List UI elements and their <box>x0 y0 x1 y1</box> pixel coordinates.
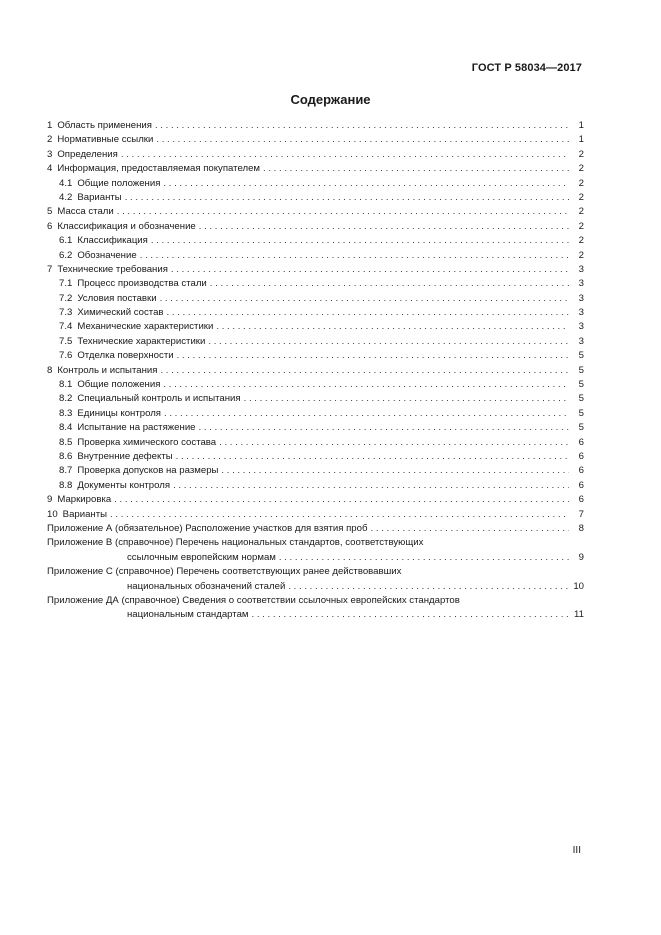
toc-entry-page: 3 <box>578 307 584 319</box>
toc-entry[interactable] <box>47 249 584 263</box>
appendix-entry[interactable] <box>47 536 584 550</box>
toc-entry-title: Общие положения <box>77 379 161 391</box>
dot-leader <box>288 580 569 594</box>
toc-entry-title: Документы контроля <box>77 479 171 491</box>
dot-leader <box>199 421 569 435</box>
dot-leader <box>279 551 569 565</box>
toc-entry[interactable] <box>47 493 584 507</box>
appendix-title-continued: национальным стандартам <box>127 609 249 621</box>
toc-entry-page: 5 <box>578 393 584 405</box>
toc-entry[interactable] <box>47 349 584 363</box>
toc-entry-number: 10 <box>47 508 58 520</box>
toc-entry-page: 2 <box>578 177 584 189</box>
dot-leader <box>167 306 569 320</box>
toc-entry[interactable] <box>47 220 584 234</box>
toc-entry-page: 5 <box>578 364 584 376</box>
toc-entry-number: 8.4 <box>59 422 73 434</box>
document-code: ГОСТ Р 58034—2017 <box>471 62 582 74</box>
toc-entry-page: 2 <box>578 191 584 203</box>
toc-entry[interactable] <box>47 292 584 306</box>
toc-entry-page: 3 <box>578 321 584 333</box>
toc-entry[interactable] <box>47 119 584 133</box>
dot-leader <box>156 133 569 147</box>
appendix-title: Приложение А (обязательное) Расположение участков для взятия проб <box>47 522 368 534</box>
toc-entry-title: Механические характеристики <box>77 321 214 333</box>
toc-entry-page: 1 <box>578 120 584 131</box>
toc-entry-number: 6.1 <box>59 235 73 247</box>
toc-entry[interactable] <box>47 177 584 191</box>
dot-leader <box>176 450 569 464</box>
toc-entry-page: 6 <box>578 494 584 506</box>
dot-leader <box>171 263 569 277</box>
toc-entry-number: 4 <box>47 163 53 175</box>
toc-entry-number: 5 <box>47 206 53 218</box>
appendix-page: 9 <box>578 551 584 563</box>
toc-entry-page: 5 <box>578 379 584 391</box>
appendix-entry-continuation <box>47 580 584 594</box>
toc-entry-number: 8.6 <box>59 450 73 462</box>
toc-entry-number: 8.1 <box>59 379 73 391</box>
appendix-entry-continuation <box>47 551 584 565</box>
table-of-contents <box>47 119 584 623</box>
toc-entry-title: Классификация <box>77 235 148 247</box>
toc-entry-page: 3 <box>578 263 584 275</box>
toc-entry-title: Процесс производства стали <box>77 278 207 290</box>
toc-entry[interactable] <box>47 335 584 349</box>
dot-leader <box>219 436 569 450</box>
toc-entry-number: 8.7 <box>59 465 73 477</box>
toc-entry-number: 6.2 <box>59 249 73 261</box>
toc-entry[interactable] <box>47 450 584 464</box>
toc-entry-title: Нормативные ссылки <box>57 134 154 146</box>
appendix-title-continued: ссылочным европейским нормам <box>127 551 276 563</box>
dot-leader <box>114 493 569 507</box>
toc-entry[interactable] <box>47 191 584 205</box>
dot-leader <box>121 148 569 162</box>
toc-entry-number: 7.2 <box>59 292 73 304</box>
toc-entry-title: Информация, предоставляемая покупателем <box>57 163 261 175</box>
appendix-entry[interactable] <box>47 522 584 536</box>
toc-entry-page: 5 <box>578 407 584 419</box>
toc-entry-page: 6 <box>578 479 584 491</box>
toc-entry-number: 1 <box>47 120 53 131</box>
toc-entry-page: 2 <box>578 206 584 218</box>
toc-entry-title: Отделка поверхности <box>77 350 174 362</box>
toc-entry-page: 5 <box>578 350 584 362</box>
appendix-entry[interactable] <box>47 594 584 608</box>
toc-entry[interactable] <box>47 277 584 291</box>
appendix-page: 10 <box>573 580 584 592</box>
dot-leader <box>151 234 569 248</box>
appendix-entry[interactable] <box>47 565 584 579</box>
toc-entry-number: 7 <box>47 263 53 275</box>
toc-entry-title: Химический состав <box>77 307 164 319</box>
dot-leader <box>125 191 569 205</box>
page-title: Содержание <box>290 92 371 107</box>
toc-entry-page: 7 <box>578 508 584 520</box>
toc-entry-page: 3 <box>578 278 584 290</box>
toc-entry-page: 1 <box>578 134 584 146</box>
toc-entry-number: 4.1 <box>59 177 73 189</box>
toc-entry-number: 8 <box>47 364 53 376</box>
toc-entry-page: 5 <box>578 422 584 434</box>
toc-entry-title: Область применения <box>57 120 152 131</box>
toc-entry[interactable] <box>47 421 584 435</box>
toc-entry[interactable] <box>47 162 584 176</box>
toc-entry-number: 8.3 <box>59 407 73 419</box>
toc-entry-title: Маркировка <box>57 494 112 506</box>
toc-entry[interactable] <box>47 320 584 334</box>
dot-leader <box>370 522 569 536</box>
toc-entry-title: Технические требования <box>57 263 168 275</box>
dot-leader <box>110 508 569 522</box>
toc-entry-title: Варианты <box>62 508 108 520</box>
toc-entry-page: 2 <box>578 220 584 232</box>
toc-entry-number: 4.2 <box>59 191 73 203</box>
toc-appendices <box>47 522 584 623</box>
toc-entry-title: Единицы контроля <box>77 407 161 419</box>
appendix-entry-continuation <box>47 608 584 622</box>
dot-leader <box>173 479 569 493</box>
toc-entry-number: 2 <box>47 134 53 146</box>
toc-entry-number: 7.1 <box>59 278 73 290</box>
toc-entry-page: 6 <box>578 436 584 448</box>
toc-entry-title: Масса стали <box>57 206 114 218</box>
appendix-title: Приложение ДА (справочное) Сведения о соответствии ссылочных европейских стандартов <box>47 594 460 606</box>
toc-entry[interactable] <box>47 263 584 277</box>
dot-leader <box>155 119 569 133</box>
toc-entry[interactable] <box>47 234 584 248</box>
toc-entry-number: 6 <box>47 220 53 232</box>
toc-entry-number: 7.5 <box>59 335 73 347</box>
toc-entry[interactable] <box>47 364 584 378</box>
appendix-title-continued: национальных обозначений сталей <box>127 580 286 592</box>
toc-entry-number: 8.8 <box>59 479 73 491</box>
toc-entry-page: 3 <box>578 292 584 304</box>
toc-entry-number: 8.2 <box>59 393 73 405</box>
toc-entry-title: Проверка химического состава <box>77 436 217 448</box>
toc-entry-number: 9 <box>47 494 53 506</box>
toc-entry-title: Варианты <box>77 191 122 203</box>
toc-entry[interactable] <box>47 436 584 450</box>
toc-entry-number: 8.5 <box>59 436 73 448</box>
toc-entry[interactable] <box>47 148 584 162</box>
toc-entry-page: 2 <box>578 249 584 261</box>
appendix-title: Приложение С (справочное) Перечень соответствующих ранее действовавших <box>47 566 402 578</box>
dot-leader <box>216 320 569 334</box>
toc-entry-number: 7.4 <box>59 321 73 333</box>
dot-leader <box>263 162 569 176</box>
dot-leader <box>117 205 569 219</box>
toc-entry-page: 2 <box>578 235 584 247</box>
toc-entry[interactable] <box>47 133 584 147</box>
toc-entry-number: 7.6 <box>59 350 73 362</box>
dot-leader <box>221 464 569 478</box>
dot-leader <box>160 364 569 378</box>
toc-entry-title: Обозначение <box>77 249 137 261</box>
dot-leader <box>199 220 569 234</box>
toc-entry-page: 3 <box>578 335 584 347</box>
dot-leader <box>163 378 569 392</box>
toc-entry[interactable] <box>47 392 584 406</box>
toc-entry[interactable] <box>47 508 584 522</box>
toc-entry-number: 3 <box>47 148 53 160</box>
toc-entry[interactable] <box>47 407 584 421</box>
toc-entry-title: Классификация и обозначение <box>57 220 196 232</box>
toc-entry-page: 6 <box>578 450 584 462</box>
dot-leader <box>208 335 569 349</box>
appendix-page: 8 <box>578 522 584 534</box>
toc-entry[interactable] <box>47 306 584 320</box>
page-number: III <box>572 845 581 856</box>
dot-leader <box>244 392 569 406</box>
appendix-page: 11 <box>574 609 584 621</box>
toc-entry-title: Технические характеристики <box>77 335 206 347</box>
toc-entry-title: Определения <box>57 148 118 160</box>
appendix-title: Приложение В (справочное) Перечень национальных стандартов, соответствующих <box>47 537 424 549</box>
dot-leader <box>163 177 569 191</box>
toc-entry-title: Контроль и испытания <box>57 364 158 376</box>
toc-entry-page: 6 <box>578 465 584 477</box>
toc-entry-title: Условия поставки <box>77 292 157 304</box>
toc-entry-title: Общие положения <box>77 177 161 189</box>
dot-leader <box>164 407 569 421</box>
toc-entry[interactable] <box>47 378 584 392</box>
toc-entry[interactable] <box>47 464 584 478</box>
toc-sections <box>47 119 584 522</box>
dot-leader <box>160 292 569 306</box>
toc-entry[interactable] <box>47 205 584 219</box>
dot-leader <box>252 608 569 622</box>
toc-entry-title: Специальный контроль и испытания <box>77 393 241 405</box>
toc-entry-page: 2 <box>578 148 584 160</box>
toc-entry[interactable] <box>47 479 584 493</box>
toc-entry-title: Проверка допусков на размеры <box>77 465 219 477</box>
dot-leader <box>140 249 569 263</box>
dot-leader <box>177 349 569 363</box>
toc-entry-title: Внутренние дефекты <box>77 450 173 462</box>
dot-leader <box>210 277 569 291</box>
toc-entry-page: 2 <box>578 163 584 175</box>
toc-entry-title: Испытание на растяжение <box>77 422 196 434</box>
toc-entry-number: 7.3 <box>59 307 73 319</box>
